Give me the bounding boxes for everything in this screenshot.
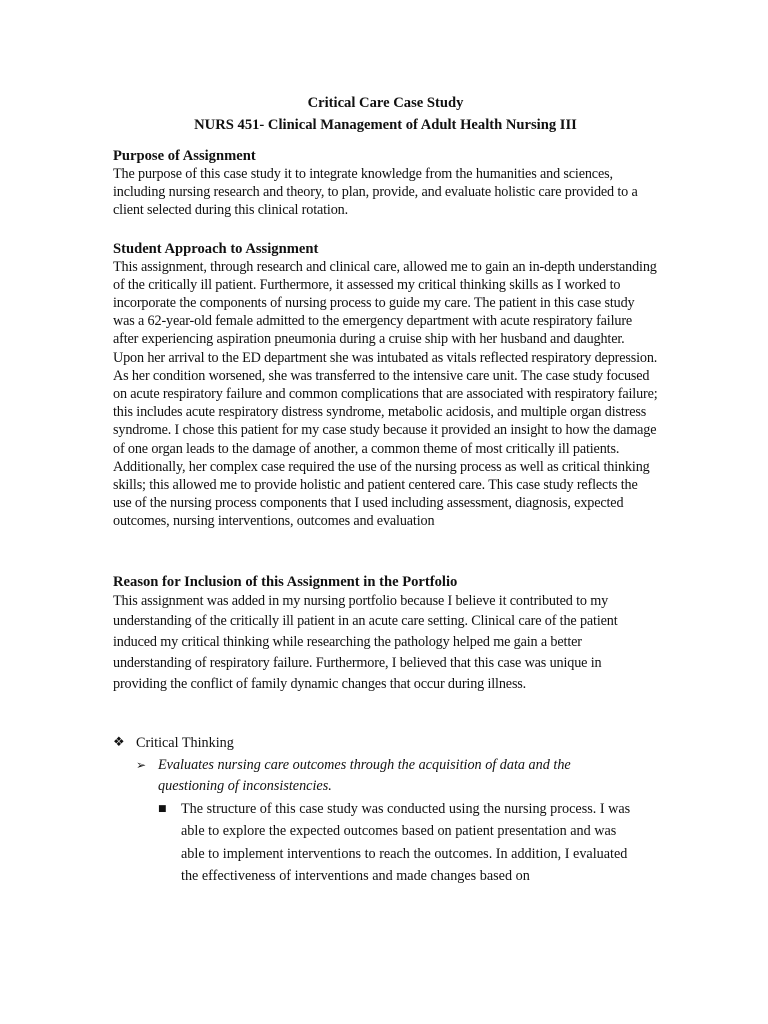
approach-body: This assignment, through research and clinical care, allowed me to gain an in-depth understanding of the critically ill patient. Furthermore, it assessed my critical thinking skills as I worked to incorporate the components of nursing process to guide my care. The patient in this case study was a 62-year-old female admitted to the emergency department with acute respiratory failure after experiencing aspiration pneumonia during a cruise ship with her husband and daughter. Upon her arrival to the ED department she was intubated as vitals reflected respiratory depression. As her condition worsened, she was transferred to the intensive care unit. The case study focused on acute respiratory failure and common complications that are associated with respiratory failure; this includes acute respiratory distress syndrome, metabolic acidosis, and multiple organ distress syndrome. I chose this patient for my case study because it provided an insight to how the damage of one organ leads to the damage of another, a common theme of most critically ill patients. Additionally, her complex case required the use of the nursing process as well as critical thinking skills; this allowed me to provide holistic and patient centered care. This case study reflects the use of the nursing process components that I used including assessment, diagnosis, expected outcomes, nursing interventions, outcomes and evaluation [113, 258, 658, 530]
list-item-label: Critical Thinking [136, 734, 234, 751]
approach-heading: Student Approach to Assignment [113, 240, 319, 257]
list-item-label: The structure of this case study was conducted using the nursing process. I was able to explore the expected outcomes based on patient presentation and was able to implement interventions to reach the outcomes. In addition, I evaluated the effectiveness of interventions and made changes based on [181, 800, 631, 885]
purpose-heading: Purpose of Assignment [113, 148, 256, 164]
course-title: NURS 451- Clinical Management of Adult Health Nursing III [194, 117, 577, 133]
document-title: Critical Care Case Study [307, 95, 464, 111]
square-bullet-icon: ■ [158, 803, 167, 814]
list-item-critical-thinking [113, 733, 658, 753]
list-item-outcome [136, 755, 658, 797]
reason-section [113, 573, 658, 695]
reason-body: This assignment was added in my nursing portfolio because I believe it contributed to my understanding of the critically ill patient in an acute care setting. Clinical care of the patient induced my critical thinking while researching the pathology helped me gain a better understanding of respiratory failure. Furthermore, I believed that this case was unique in providing the conflict of family dynamic changes that occur during illness. [113, 592, 618, 692]
document-page [113, 93, 658, 888]
list-item-detail [158, 798, 658, 888]
approach-section [113, 240, 658, 531]
reason-heading: Reason for Inclusion of this Assignment in the Portfolio [113, 573, 458, 590]
list-item-label: Evaluates nursing care outcomes through the acquisition of data and the questioning of inconsistencies. [158, 756, 571, 794]
arrow-bullet-icon: ➢ [136, 757, 147, 772]
purpose-body: The purpose of this case study it to integrate knowledge from the humanities and sciences, including nursing research and theory, to plan, provide, and evaluate holistic care provided to a client selected during this clinical rotation. [113, 166, 638, 219]
purpose-section [113, 147, 658, 220]
diamond-bullet-icon: ❖ [113, 734, 125, 750]
